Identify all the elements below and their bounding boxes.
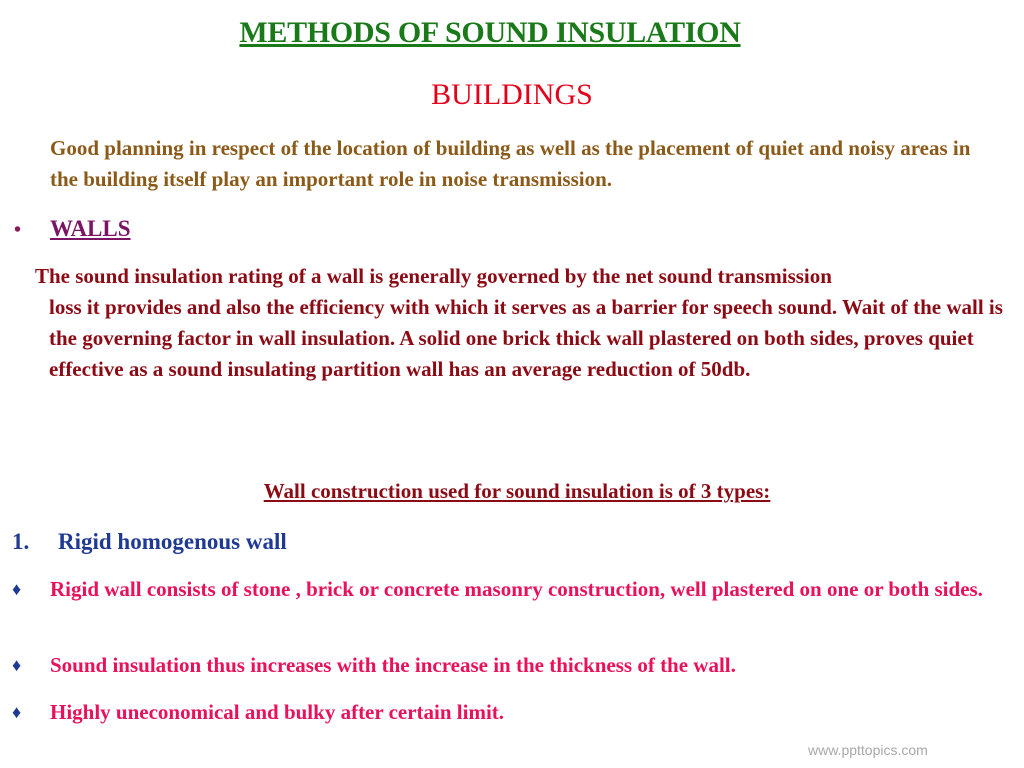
walls-heading [14,212,131,247]
walls-paragraph-rest: loss it provides and also the efficiency with which it serves as a barrier for speech sound. Wait of the wall is the governing factor in wall insulation. A solid one brick thick wall plastered on both sides, proves quiet effective as a sound insulating partition wall has an average reduction of 50db. [49,295,1003,381]
bullet-text: Rigid wall consists of stone , brick or concrete masonry construction, well plastered on one or both sides. [50,577,983,601]
slide-subtitle: BUILDINGS [431,78,593,111]
walls-label: WALLS [50,216,131,241]
diamond-bullet-icon: ♦ [12,655,22,675]
diamond-bullet-icon: ♦ [12,702,22,722]
footer-watermark: www.ppttopics.com [808,742,928,758]
walls-paragraph-first-line: The sound insulation rating of a wall is generally governed by the net sound transmission [35,264,832,288]
item-number: 1. [12,529,30,554]
bullet-icon: • [14,219,22,241]
bullet-text: Highly uneconomical and bulky after certain limit. [50,700,505,724]
numbered-item-1 [12,526,287,558]
intro-paragraph: Good planning in respect of the location of building as well as the placement of quiet and noisy areas in the building itself play an important role in noise transmission. [50,136,971,191]
diamond-bullet-icon: ♦ [12,579,22,599]
bullet-item [12,650,992,681]
walls-paragraph [35,261,1020,385]
bullet-text: Sound insulation thus increases with the increase in the thickness of the wall. [50,653,736,677]
bullet-item [12,574,992,605]
bullet-item [12,697,992,728]
slide-title: METHODS OF SOUND INSULATION [239,16,741,49]
item-label: Rigid homogenous wall [58,529,287,554]
types-heading: Wall construction used for sound insulation is of 3 types: [263,479,771,503]
